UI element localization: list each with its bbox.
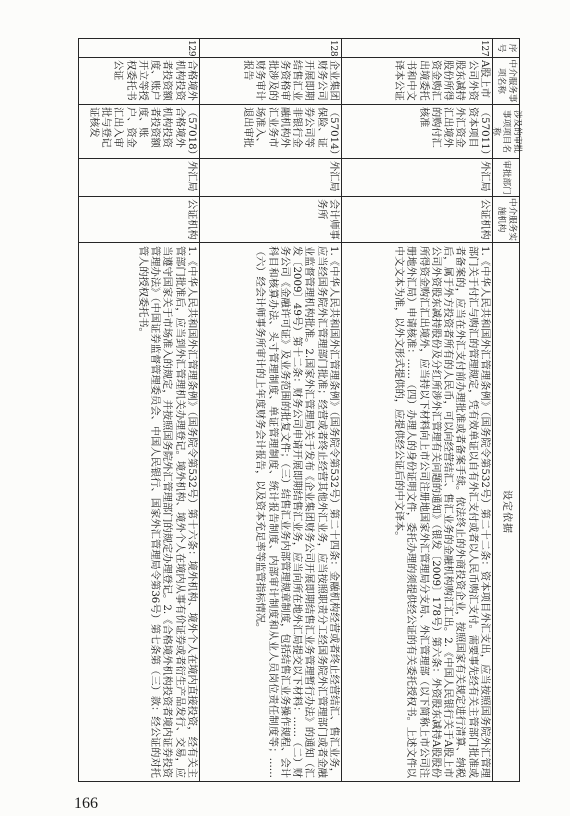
service-name-cell: 企业集团财务公司开展即期结售汇业务资格审批涉及的财务审计报告 <box>199 58 341 105</box>
service-name-cell: 合格境外机构投资者投资额度、账户开立等授权委托书公证 <box>78 58 199 105</box>
approval-department-cell: 外汇局 <box>78 159 199 197</box>
service-agency-cell: 会计师事务所 <box>199 197 341 243</box>
intermediary-services-table <box>78 38 523 782</box>
legal-basis-cell: 1.《中华人民共和国外汇管理条例》（国务院令第532号）第二十四条：金融机构经营或者终止经营结汇、售汇业务，应当经国务院外汇管理部门批准；经营或者终止经营其他外汇业务，应当按照职责分工经国务院外汇管理部门或者金融业监督管理机构批准。2.国家外汇管理局关于发布《企业集团财务公司开展即期结售汇业务管理暂行办法》的通知（汇发〔2009〕49号）第十二条：财务公司申请开展即期结售汇业务，应当向所在地外汇局提交以下材料：……（二）财务公司《金融许可证》及业务范围的批复文件；（三）结售汇业务内部管理规章制度，包括结售汇业务操作规程、会计科目和核算办法、头寸管理制度、单证管理制度、统计报告制度、内部审计制度和从业人员岗位责任制度等；……（六）经会计师事务所审计的上年度财务会计报告，以及资本充足率等监管指标情况。 <box>199 243 341 782</box>
legal-basis-cell: 1.《中华人民共和国外汇管理条例》（国务院令第532号）第十六条：境外机构、境外个人在境内直接投资，经有关主管部门批准后，应当到外汇管理机关办理登记。境外机构、境外个人在境内从事有价证券或者衍生产品发行、交易，应当遵守国家关于市场准入的规定，并按照国务院外汇管理部门的规定办理登记。2.《合格境外机构投资者境内证券投资管理办法》（中国证券监督管理委员会、中国人民银行、国家外汇管理局令第36号）第七条第（三）款：经公证的对托管人的授权委托书。 <box>78 243 199 782</box>
header-approval-department: 审批部门 <box>492 159 519 197</box>
approval-item-cell: （57011）资本项目外汇资金汇出境外的购付汇核准 <box>341 105 492 159</box>
service-agency-cell: 公证机构 <box>78 197 199 243</box>
service-agency-cell: 公证机构 <box>341 197 492 243</box>
approval-item-cell: （57014）保险、证券公司等非银行金融机构外汇业务市场准入、退出审批 <box>199 105 341 159</box>
header-legal-basis: 设定依据 <box>492 243 519 782</box>
serial-number-cell: 128 <box>199 39 341 58</box>
page-number: 166 <box>74 795 98 812</box>
header-serial-number: 序号 <box>492 39 519 58</box>
serial-number-cell: 129 <box>78 39 199 58</box>
header-service-name: 中介服务事项名称 <box>492 58 519 105</box>
legal-basis-cell: 1.《中华人民共和国外汇管理条例》（国务院令第532号）第二十二条：资本项目外汇支出，应当按照国务院外汇管理部门关于付汇与购汇的管理规定，凭有效单证以自有外汇支付或者以人民币购汇支付。需要事先经有关主管部门批准或者备案的，应当在外汇支付前办理批准或者备案手续。依法终止的外商投资企业，按照国家有关规定进行清算、纳税后，属于外方投资者所有的人民币，可以向经营结汇、售汇业务的金融机构购汇汇出。2.《中国人民银行关于A股上市公司外资股东减持股份及分红所涉外汇管理有关问题的通知》（银发〔2009〕178号）第六条：外资股东减持A股股份所得资金购汇汇出境外，应当持以下材料向上市公司注册地国家外汇管理局分支局、外汇管理部（以下简称上市公司注册地外汇局）申请核准：……（四）办理人的身份证明文件，委托办理的须提供经公证的有关委托授权书。上述文件以中文文本为准，以外文形式提供的，应提供经公证后的中文译本。 <box>341 243 492 782</box>
service-name-cell: A股上市公司外资股东减持股份所得资金购汇出境委托书和中文译本公证 <box>341 58 492 105</box>
header-approval-item: 涉及的审批事项项目名称 <box>492 105 519 159</box>
serial-number-cell: 127 <box>341 39 492 58</box>
approval-department-cell: 外汇局 <box>199 159 341 197</box>
approval-department-cell: 外汇局 <box>341 159 492 197</box>
approval-item-cell: （57018）合格境外机构投资者投资额度、账户、资金汇出入审批与登记证核发 <box>78 105 199 159</box>
header-service-agency: 中介服务实施机构 <box>492 197 519 243</box>
